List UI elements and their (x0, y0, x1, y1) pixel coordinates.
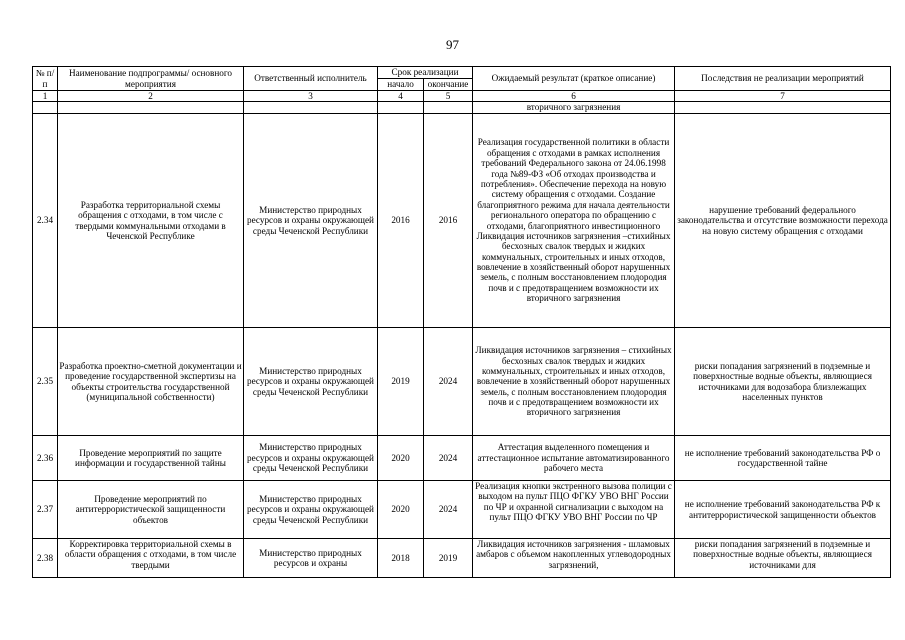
measure-name: Разработка территориальной схемы обращения с отходами, в том числе с твердыми коммунальными отходами в Чеченской Республике (58, 114, 244, 328)
measure-name: Корректировка территориальной схемы в области обращения с отходами, в том числе твердыми (58, 539, 244, 578)
table-row (33, 436, 891, 481)
consequences: риски попадания загрязнений в подземные и поверхностные водные объекты, являющиеся источниками для водозабора близлежащих населенных пунктов (675, 328, 891, 436)
end-year: 2016 (424, 114, 473, 328)
header-end: окончание (424, 79, 473, 91)
consequences: нарушение требований федерального законодательства и отсутствие возможности перехода на новую систему обращения с отходами (675, 114, 891, 328)
executor: Министерство природных ресурсов и охраны окружающей среды Чеченской Республики (244, 436, 378, 481)
expected-result: Ликвидация источников загрязнения – стихийных бесхозных свалок твердых и жидких коммунальных, строительных и иных отходов, вовлечение в хозяйственный оборот нарушенных земель, с полным восстановлением плодородия почв и с предотвращением возможности их вторичного загрязнения (473, 328, 675, 436)
header-result: Ожидаемый результат (краткое описание) (473, 67, 675, 91)
start-year: 2020 (378, 481, 424, 539)
header-name: Наименование подпрограммы/ основного мероприятия (58, 67, 244, 91)
table-row (33, 114, 891, 328)
row-number: 2.34 (33, 114, 58, 328)
expected-result: Реализация кнопки экстренного вызова полиции с выходом на пульт ПЦО ФГКУ УВО ВНГ России по ЧР и охранной сигнализации с выходом на пульт ПЦО ФГКУ УВО ВНГ России по ЧР (473, 481, 675, 539)
consequences: риски попадания загрязнений в подземные и поверхностные водные объекты, являющиеся источниками для (675, 539, 891, 578)
start-year: 2020 (378, 436, 424, 481)
column-number: 4 (378, 91, 424, 102)
end-year: 2019 (424, 539, 473, 578)
expected-result: Реализация государственной политики в области обращения с отходами в рамках исполнения требований Федерального закона от 24.06.1998 года №89-ФЗ «Об отходах производства и потребления». Обеспечение перехода на новую систему обращения с отходами. Создание благоприятного режима для начала деятельности регионального оператора по обращению с отходами, благоприятного инвестиционного Ликвидация источников загрязнения –стихийных бесхозных свалок твердых и жидких коммунальных, строительных и иных отходов, вовлечение в хозяйственный оборот нарушенных земель, с полным восстановлением плодородия почв и с предотвращением возможности их вторичного загрязнения (473, 114, 675, 328)
expected-result: Ликвидация источников загрязнения - шламовых амбаров с объемом накопленных углеводородных загрязнений, (473, 539, 675, 578)
row-number: 2.35 (33, 328, 58, 436)
start-year: 2016 (378, 114, 424, 328)
consequences: не исполнение требований законодательства РФ о государственной тайне (675, 436, 891, 481)
header-executor: Ответственный исполнитель (244, 67, 378, 91)
column-number: 1 (33, 91, 58, 102)
header-start: начало (378, 79, 424, 91)
measure-name: Проведение мероприятий по антитеррористической защищенности объектов (58, 481, 244, 539)
column-number: 7 (675, 91, 891, 102)
table-row (33, 328, 891, 436)
table-row (33, 481, 891, 539)
measures-table (32, 66, 891, 578)
end-year: 2024 (424, 328, 473, 436)
executor: Министерство природных ресурсов и охраны (244, 539, 378, 578)
expected-result: Аттестация выделенного помещения и аттестационное испытание автоматизированного рабочего места (473, 436, 675, 481)
start-year: 2018 (378, 539, 424, 578)
column-number: 3 (244, 91, 378, 102)
column-number: 2 (58, 91, 244, 102)
row-number: 2.37 (33, 481, 58, 539)
consequences: не исполнение требований законодательства РФ к антитеррористической защищенности объектов (675, 481, 891, 539)
end-year: 2024 (424, 436, 473, 481)
header-consequences: Последствия не реализации мероприятий (675, 67, 891, 91)
measure-name: Проведение мероприятий по защите информации и государственной тайны (58, 436, 244, 481)
continuation-row (33, 102, 891, 114)
executor: Министерство природных ресурсов и охраны окружающей среды Чеченской Республики (244, 328, 378, 436)
page-number: 97 (446, 37, 459, 52)
column-number: 6 (473, 91, 675, 102)
executor: Министерство природных ресурсов и охраны окружающей среды Чеченской Республики (244, 481, 378, 539)
header-period: Срок реализации (378, 67, 473, 79)
header-num: № п/п (33, 67, 58, 91)
row-number: 2.38 (33, 539, 58, 578)
row-number: 2.36 (33, 436, 58, 481)
table-row (33, 539, 891, 578)
column-number-row (33, 91, 891, 102)
continuation-text: вторичного загрязнения (473, 102, 675, 114)
column-number: 5 (424, 91, 473, 102)
end-year: 2024 (424, 481, 473, 539)
measure-name: Разработка проектно-сметной документации и проведение государственной экспертизы на объекты строительства государственной (муниципальной собственности) (58, 328, 244, 436)
start-year: 2019 (378, 328, 424, 436)
executor: Министерство природных ресурсов и охраны окружающей среды Чеченской Республики (244, 114, 378, 328)
